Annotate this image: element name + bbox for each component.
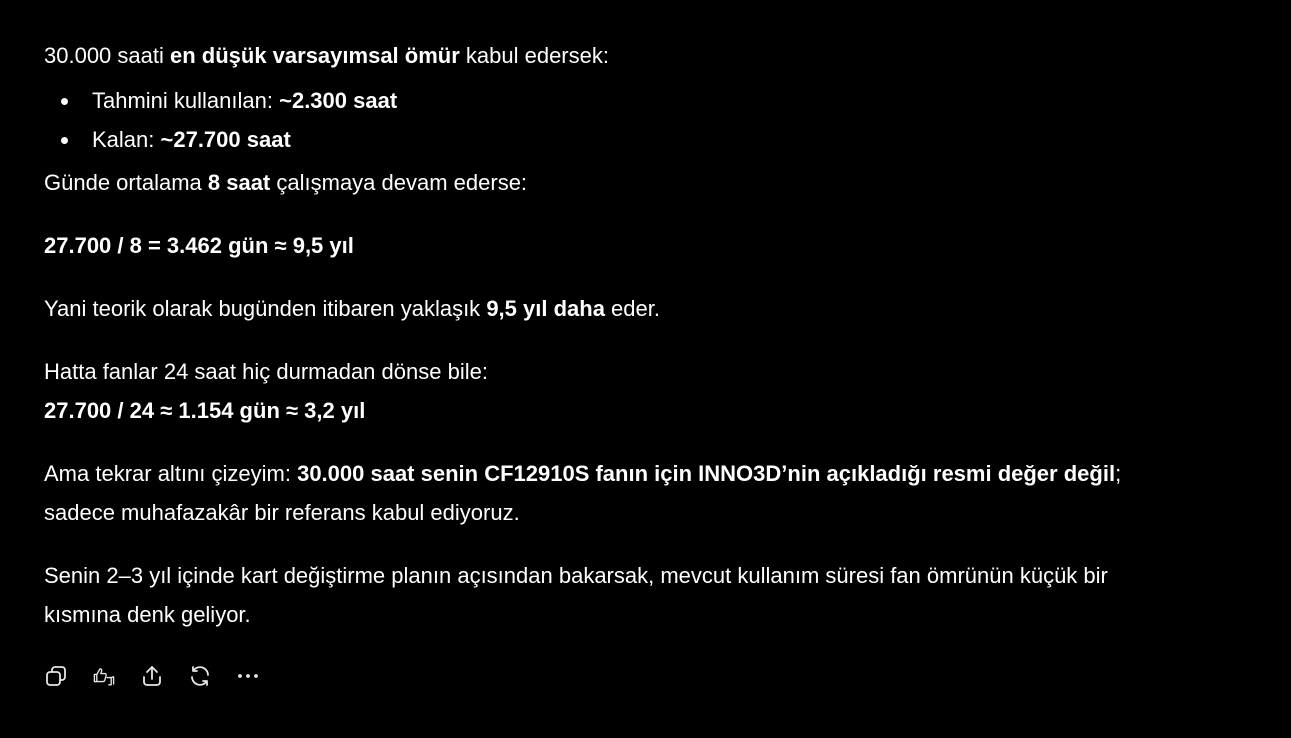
result-bold-text: 9,5 yıl daha	[486, 296, 605, 321]
estimate-list	[44, 81, 1244, 159]
caveat-text: Ama tekrar altını çizeyim:	[44, 461, 298, 486]
more-options-button[interactable]	[236, 660, 260, 692]
continuous-text: Hatta fanlar 24 saat hiç durmadan dönse bile:	[44, 359, 488, 384]
list-item-value: ~27.700 saat	[160, 127, 291, 152]
list-item-label: Tahmini kullanılan:	[92, 88, 280, 113]
daily-text: Günde ortalama	[44, 170, 208, 195]
closing-paragraph	[44, 556, 1244, 634]
result-text-end: eder.	[604, 296, 660, 321]
share-button[interactable]	[140, 660, 164, 692]
caveat-bold-text: 30.000 saat senin CF12910S fanın için INNO3D’nin açıkladığı resmi değer değil	[297, 461, 1116, 486]
more-icon	[236, 664, 260, 688]
daily-text-end: çalışmaya devam ederse:	[270, 170, 528, 195]
calculation-daily	[44, 226, 1244, 265]
daily-bold-text: 8 saat	[207, 170, 271, 195]
list-item-value: ~2.300 saat	[279, 88, 398, 113]
caveat-punctuation: ;	[1115, 461, 1122, 486]
calculation-continuous-text: 27.700 / 24 ≈ 1.154 gün ≈ 3,2 yıl	[44, 398, 366, 423]
result-paragraph	[44, 289, 1244, 328]
intro-paragraph	[44, 36, 1244, 75]
closing-text-line1: Senin 2–3 yıl içinde kart değiştirme planın açısından bakarsak, mevcut kullanım süresi fan ömrünün küçük bir	[44, 563, 1108, 588]
feedback-button[interactable]	[92, 660, 116, 692]
intro-bold-text: en düşük varsayımsal ömür	[169, 43, 460, 68]
list-item-remaining	[44, 120, 1244, 159]
calculation-daily-text: 27.700 / 8 = 3.462 gün ≈ 9,5 yıl	[44, 233, 354, 258]
closing-text-line2: kısmına denk geliyor.	[44, 602, 251, 627]
intro-text-end: kabul edersek:	[459, 43, 609, 68]
result-text: Yani teorik olarak bugünden itibaren yaklaşık	[44, 296, 487, 321]
regenerate-button[interactable]	[188, 660, 212, 692]
list-item-used	[44, 81, 1244, 120]
share-icon	[140, 664, 164, 688]
copy-button[interactable]	[44, 660, 68, 692]
copy-icon	[44, 664, 68, 688]
regenerate-icon	[188, 664, 212, 688]
caveat-text-line2: sadece muhafazakâr bir referans kabul ediyoruz.	[44, 500, 520, 525]
list-item-label: Kalan:	[92, 127, 161, 152]
continuous-paragraph	[44, 352, 1244, 430]
intro-text: 30.000 saati	[44, 43, 170, 68]
message-actions-toolbar	[44, 660, 260, 692]
daily-usage-paragraph	[44, 163, 1244, 202]
assistant-message	[44, 36, 1244, 634]
caveat-paragraph	[44, 454, 1244, 532]
feedback-thumbs-icon	[92, 663, 116, 689]
